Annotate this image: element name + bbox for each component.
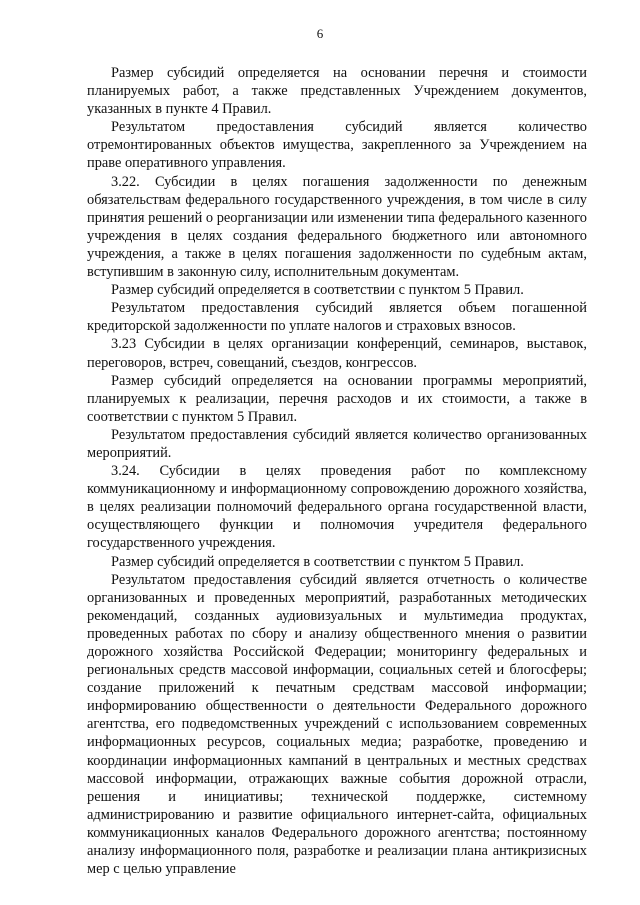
page-number: 6 <box>316 26 324 41</box>
paragraph-subsidy-size-events: Размер субсидий определяется на основании программы мероприятий, планируемых к реализации, перечня расходов и их стоимости, а также в соответствии с пунктом 5 Правил. <box>87 372 587 425</box>
paragraph-result-repair: Результатом предоставления субсидий является количество отремонтированных объектов имущества, закрепленного за Учреждением на праве оперативного управления. <box>87 119 587 172</box>
paragraph-result-events: Результатом предоставления субсидий является количество организованных мероприятий. <box>87 426 587 461</box>
paragraph-clause-3-23: 3.23 Субсидии в целях организации конференций, семинаров, выставок, переговоров, встреч, совещаний, съездов, конгрессов. <box>87 336 587 371</box>
paragraph-clause-3-24: 3.24. Субсидии в целях проведения работ по комплексному коммуникационному и информационному сопровождению дорожного хозяйства, в целях реализации полномочий федерального органа государственной власти, осуществляющего функции и полномочия учредителя федерального государственного учреждения. <box>87 463 587 552</box>
paragraph-subsidy-size-communication: Размер субсидий определяется в соответствии с пунктом 5 Правил. <box>111 553 524 570</box>
document-body <box>87 64 587 878</box>
paragraph-result-debt: Результатом предоставления субсидий является объем погашенной кредиторской задолженности по уплате налогов и страховых взносов. <box>87 300 587 335</box>
paragraph-result-communication: Результатом предоставления субсидий является отчетность о количестве организованных и проведенных мероприятий, разработанных методических рекомендаций, созданных аудиовизуальных и мультимедиа продуктах, проведенных работах по сбору и анализу общественного мнения о развитии дорожного хозяйства Российской Федерации; мониторингу федеральных и региональных средств массовой информации, социальных сетей и блогосферы; создание приложений к печатным средствам массовой информации; информированию общественности о деятельности Федерального дорожного агентства, его подведомственных учреждений с использованием современных информационных ресурсов, социальных медиа; разработке, проведению и координации информационных кампаний в центральных и местных средствах массовой информации, отражающих важные события дорожной отрасли, решения и инициативы; технической поддержке, системному администрированию и развитие официального интернет-сайта, официальных коммуникационных каналов Федерального дорожного агентства; постоянному анализу информационного поля, разработке и реализации плана антикризисных мер с целью управление <box>87 571 587 878</box>
paragraph-clause-3-22: 3.22. Субсидии в целях погашения задолженности по денежным обязательствам федерального государственного учреждения, в том числе в силу принятия решений о реорганизации или изменении типа федерального казенного учреждения в целях создания федерального бюджетного или автономного учреждения, а также в целях погашения задолженности по судебным актам, вступившим в законную силу, исполнительным документам. <box>87 173 587 281</box>
paragraph-subsidy-size-debt: Размер субсидий определяется в соответствии с пунктом 5 Правил. <box>111 282 524 299</box>
paragraph-subsidy-size-repair: Размер субсидий определяется на основании перечня и стоимости планируемых работ, а также представленных Учреждением документов, указанных в пункте 4 Правил. <box>87 65 587 118</box>
